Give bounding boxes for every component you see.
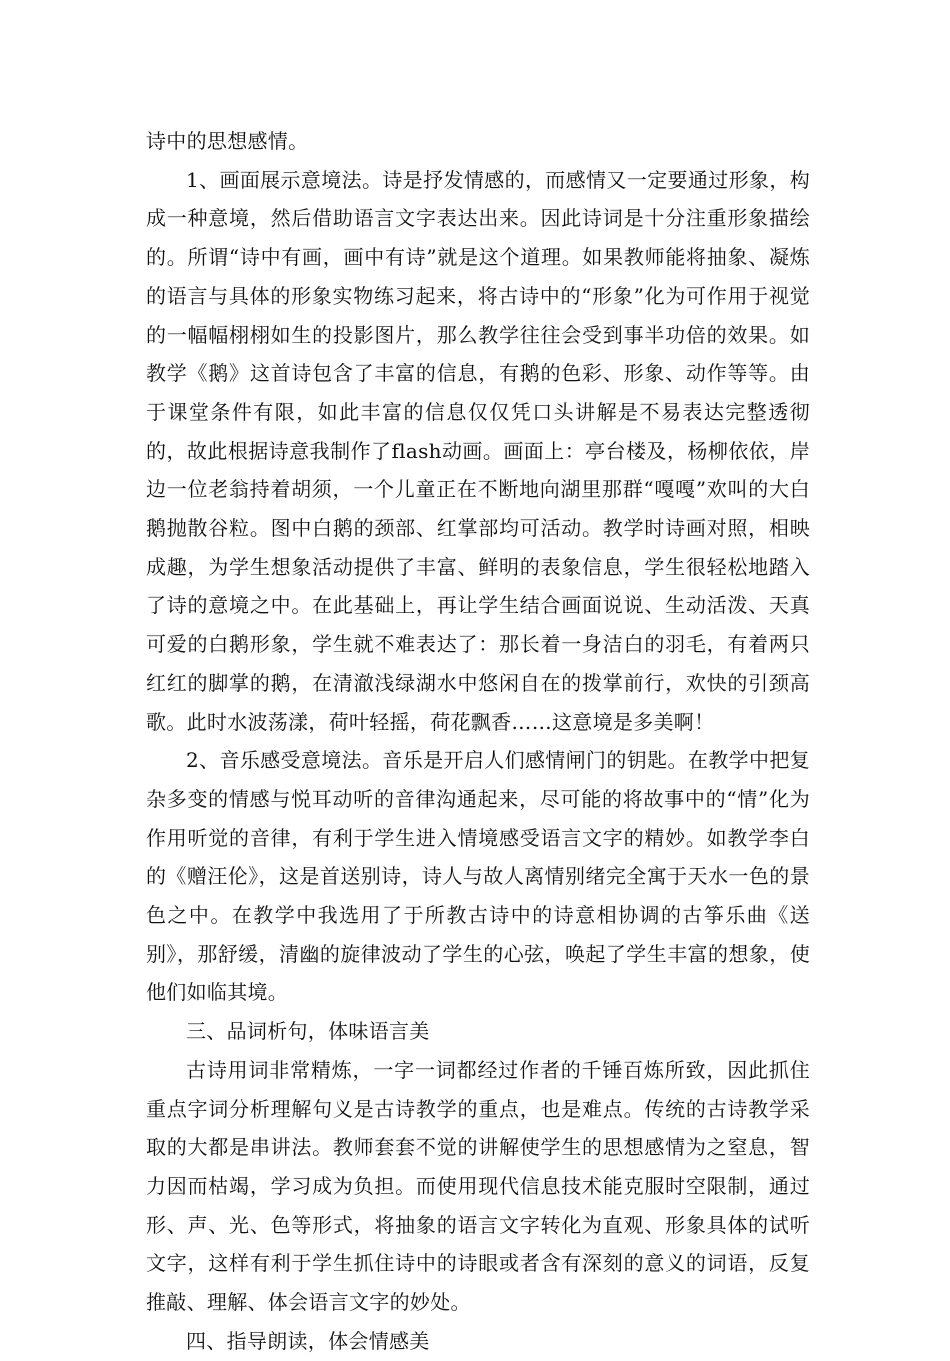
paragraph-method-1-image-scene: 1、画面展示意境法。诗是抒发情感的，而感情又一定要通过形象，构成一种意境，然后借助语言文字表达出来。因此诗词是十分注重形象描绘的。所谓“诗中有画，画中有诗”就是这个道理。如果教师能将抽象、凝炼的语言与具体的形象实物练习起来，将古诗中的“形象”化为可作用于视觉的一幅幅栩栩如生的投影图片，那么教学往往会受到事半功倍的效果。如教学《鹅》这首诗包含了丰富的信息，有鹅的色彩、形象、动作等等。由于课堂条件有限，如此丰富的信息仅仅凭口头讲解是不易表达完整透彻的，故此根据诗意我制作了flash动画。画面上：亭台楼及，杨柳依依，岸边一位老翁持着胡须，一个儿童正在不断地向湖里那群“嘎嘎”欢叫的大白鹅抛散谷粒。图中白鹅的颈部、红掌部均可活动。教学时诗画对照，相映成趣，为学生想象活动提供了丰富、鲜明的表象信息，学生很轻松地踏入了诗的意境之中。在此基础上，再让学生结合画面说说、生动活泼、天真可爱的白鹅形象，学生就不难表达了：那长着一身洁白的羽毛，有着两只红红的脚掌的鹅，在清澈浅绿湖水中悠闲自在的拨掌前行，欢快的引颈高歌。此时水波荡漾，荷叶轻摇，荷花飘香……这意境是多美啊！ xyxy=(146,167,810,734)
paragraph-section-3-body: 古诗用词非常精炼，一字一词都经过作者的千锤百炼所致，因此抓住重点字词分析理解句义是古诗教学的重点，也是难点。传统的古诗教学采取的大都是串讲法。教师套套不觉的讲解使学生的思想感情为之窒息，智力因而枯竭，学习成为负担。而使用现代信息技术能克服时空限制，通过形、声、光、色等形式，将抽象的语言文字转化为直观、形象具体的试听文字，这样有利于学生抓住诗中的诗眼或者含有深刻的意义的词语，反复推敲、理解、体会语言文字的妙处。 xyxy=(146,1057,810,1315)
section-heading-3: 三、品词析句，体味语言美 xyxy=(186,1019,430,1044)
paragraph-method-2-music-scene: 2、音乐感受意境法。音乐是开启人们感情闸门的钥匙。在教学中把复杂多变的情感与悦耳动听的音律沟通起来，尽可能的将故事中的“情”化为作用听觉的音律，有利于学生进入情境感受语言文字的精妙。如教学李白的《赠汪伦》，这是首送别诗，诗人与故人离情别绪完全寓于天水一色的景色之中。在教学中我选用了于所教古诗中的诗意相协调的古筝乐曲《送别》，那舒缓，清幽的旋律波动了学生的心弦，唤起了学生丰富的想象，使他们如临其境。 xyxy=(146,748,810,1005)
paragraph-continuation: 诗中的思想感情。 xyxy=(146,129,309,153)
section-heading-4: 四、指导朗读，体会情感美 xyxy=(186,1328,430,1353)
document-body xyxy=(146,122,810,1361)
